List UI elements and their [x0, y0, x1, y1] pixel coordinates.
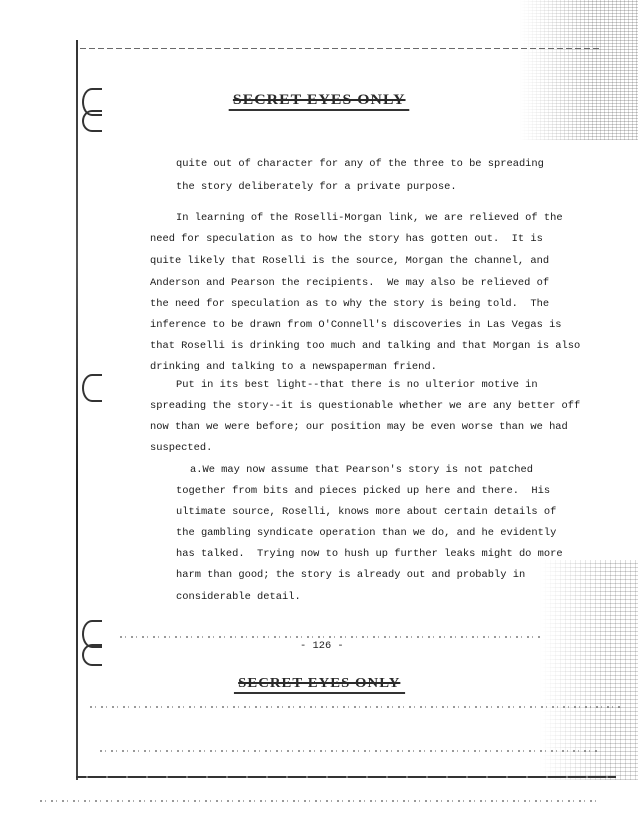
text-line: now than we were before; our position may be even worse than we had [150, 421, 568, 433]
text-line: the need for speculation as to why the story is being told. The [150, 298, 550, 310]
text-line: suspected. [150, 442, 213, 454]
text-line: inference to be drawn from O'Connell's discoveries in Las Vegas is [150, 319, 562, 331]
text-line: the story deliberately for a private purpose. [176, 181, 457, 193]
page-border-top [80, 48, 600, 49]
text-line: spreading the story--it is questionable whether we are any better off [150, 400, 581, 412]
text-line: has talked. Trying now to hush up further leaks might do more [176, 548, 563, 560]
text-line: Anderson and Pearson the recipients. We may also be relieved of [150, 277, 550, 289]
scan-noise [90, 706, 620, 708]
scan-noise [120, 636, 540, 638]
text-line: Put in its best light--that there is no ulterior motive in [176, 379, 538, 391]
text-line: drinking and talking to a newspaperman friend. [150, 361, 437, 373]
scan-noise [100, 750, 600, 752]
page-border-left [76, 40, 78, 780]
punch-hole [82, 110, 102, 132]
text-line: need for speculation as to how the story has gotten out. It is [150, 233, 543, 245]
text-line: quite likely that Roselli is the source, Morgan the channel, and [150, 255, 550, 267]
text-line: ultimate source, Roselli, knows more about certain details of [176, 506, 557, 518]
text-line: considerable detail. [176, 591, 301, 603]
text-line: together from bits and pieces picked up here and there. His [176, 485, 551, 497]
text-line: harm than good; the story is already out and probably in [176, 569, 526, 581]
classification-stamp-top: SECRET EYES ONLY [0, 92, 638, 111]
page-number: - 126 - [300, 640, 344, 652]
text-line: In learning of the Roselli-Morgan link, we are relieved of the [176, 212, 563, 224]
text-line: a.We may now assume that Pearson's story is not patched [190, 464, 533, 476]
text-line: that Roselli is drinking too much and talking and that Morgan is also [150, 340, 581, 352]
text-line: the gambling syndicate operation than we do, and he evidently [176, 527, 557, 539]
page-border-bottom [76, 776, 616, 778]
punch-hole [82, 374, 102, 402]
scan-noise [520, 0, 638, 140]
scan-noise [540, 560, 638, 780]
scan-noise [40, 800, 600, 802]
text-line: quite out of character for any of the three to be spreading [176, 158, 544, 170]
classification-stamp-bottom: SECRET EYES ONLY [0, 676, 638, 694]
punch-hole [82, 644, 102, 666]
